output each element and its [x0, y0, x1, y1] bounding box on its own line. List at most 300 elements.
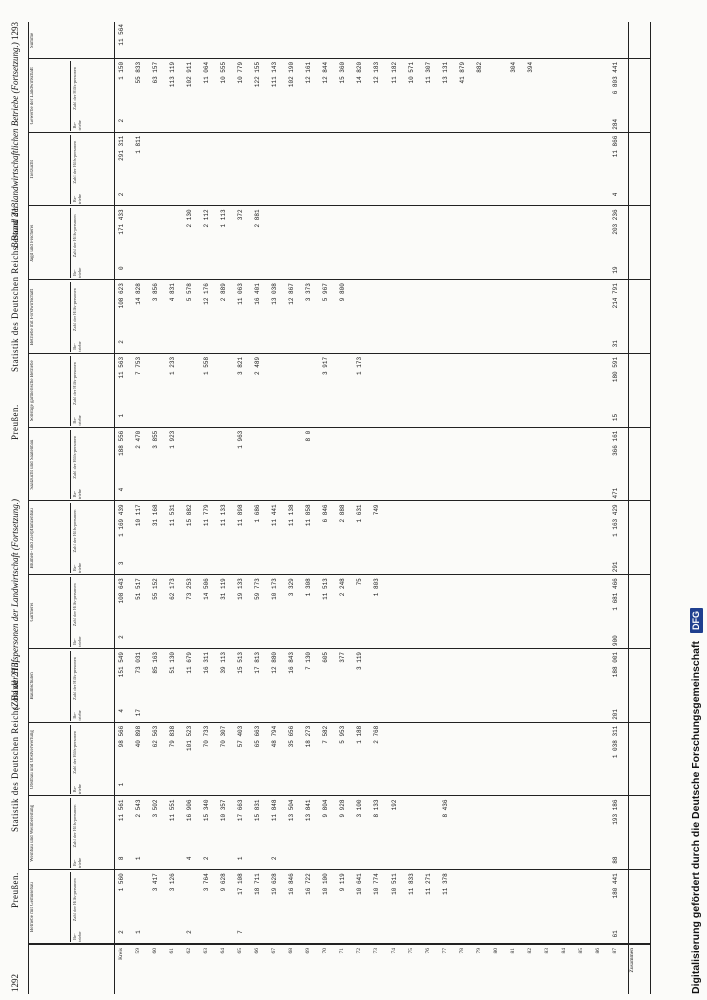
table-cell: 882 [475, 61, 483, 73]
table-cell: 1 681 466 [611, 578, 619, 611]
table-cell: 8 [118, 856, 125, 861]
subheader-betriebe: Be-triebe [72, 267, 82, 278]
row-label: 60 [152, 948, 159, 954]
row-label: 62 [186, 948, 193, 954]
row-label: 80 [492, 948, 499, 954]
subheader-rule [70, 799, 71, 869]
row-label: 59 [135, 948, 142, 954]
table-cell: 11 307 [424, 61, 432, 84]
table-cell: 0 [118, 266, 125, 271]
table-cell: 18 711 [254, 873, 262, 895]
right-page-subtitle: Bestand der landwirtschaftlichen Betriebe (Fortsetzung.) [10, 42, 20, 248]
digitization-label: Digitalisierung gefördert durch die Deutsche Forschungsgemeinschaft [690, 641, 702, 994]
table-cell: 10 641 [356, 873, 364, 895]
row-label: 69 [305, 948, 312, 954]
row-label: 68 [288, 948, 295, 954]
column-group-header: Weinbau und Weinbereitung [30, 804, 35, 862]
row-label: 81 [509, 948, 516, 954]
column-group-header: Sonstige gärtnerische Betriebe [30, 360, 35, 422]
table-cell: 2 [186, 930, 194, 934]
row-label: 67 [271, 948, 278, 954]
subheader-betriebe: Be-triebe [72, 341, 82, 352]
table-cell: 19 628 [271, 873, 279, 895]
table-cell: 65 663 [254, 725, 262, 748]
row-label: 82 [526, 948, 533, 954]
table-cell: 3 764 [203, 873, 211, 892]
table-cell: 88 [611, 856, 619, 864]
table-cell: 1 188 [356, 725, 364, 744]
table-cell: 3 100 [356, 799, 364, 818]
total-rule [628, 22, 629, 994]
subheader-betriebe: Be-triebe [72, 562, 82, 573]
table-cell: 62 563 [152, 725, 160, 748]
subheader-rule [70, 208, 71, 278]
table-top-rule [28, 22, 29, 994]
table-cell: 62 173 [169, 578, 177, 600]
table-cell: 3 417 [152, 873, 160, 892]
table-cell: 75 [356, 578, 364, 586]
table-cell: 1 [135, 856, 143, 861]
row-label: 84 [560, 948, 567, 954]
column-group-header: Saatzucht und Saatenbau [30, 439, 35, 490]
table-cell: 10 511 [390, 873, 398, 895]
subheader-rule [70, 577, 71, 647]
subheader-rule [70, 503, 71, 573]
row-label: 79 [475, 948, 482, 954]
row-label: Kreis [118, 948, 124, 960]
row-label: Zusammen [628, 948, 635, 973]
subheader-betriebe: Be-triebe [72, 931, 82, 942]
row-label: 76 [424, 948, 431, 954]
table-cell: 7 582 [322, 725, 330, 744]
table-cell: 11 378 [441, 873, 449, 895]
table-cell: 15 [611, 413, 619, 422]
table-cell: 85 163 [152, 651, 160, 674]
table-cell: 8 133 [373, 799, 381, 818]
table-cell: 214 791 [611, 283, 619, 309]
table-cell: 201 [611, 708, 619, 720]
table-cell: 1 631 [356, 504, 364, 523]
table-cell: 3 855 [152, 430, 160, 449]
table-cell: 79 838 [169, 725, 177, 748]
left-page-subtitle: (Zahl der Hilfspersonen der Landwirtschaft (Fortsetzung.) [10, 499, 20, 710]
table-cell: 1 963 [237, 430, 245, 449]
table-cell: 3 119 [356, 651, 364, 670]
row-label: 63 [203, 948, 210, 954]
row-label: 70 [322, 948, 329, 954]
subheader-hilfspersonen: Zahl der Hilfs-personen [72, 214, 77, 258]
table-cell: 2 489 [254, 356, 262, 375]
table-cell: 304 [509, 61, 517, 73]
table-cell: 171 433 [118, 209, 125, 235]
table-cell: 1 [237, 856, 245, 861]
table-cell: 9 800 [339, 283, 347, 302]
table-cell: 192 [390, 799, 398, 811]
table-cell: 1 686 [254, 504, 262, 523]
table-cell: 12 176 [203, 283, 211, 305]
table-cell: 13 504 [288, 799, 296, 822]
right-page-section: Preußen. [10, 404, 20, 440]
table-cell: 394 [526, 61, 534, 73]
table-cell: 108 623 [118, 283, 125, 309]
table-cell: 1 [118, 413, 125, 418]
table-cell: 122 155 [254, 61, 262, 88]
subheader-hilfspersonen: Zahl der Hilfs-personen [72, 435, 77, 479]
table-cell: 1 173 [356, 356, 364, 375]
table-cell: 7 [237, 930, 245, 934]
table-cell: 11 898 [237, 504, 245, 527]
table-cell: 111 143 [271, 61, 279, 88]
subheader-betriebe: Be-triebe [72, 636, 82, 647]
table-cell: 11 779 [203, 504, 211, 527]
digitization-banner [688, 6, 704, 994]
table-cell: 11 858 [305, 504, 313, 527]
column-group-header: Baumschulen [30, 672, 35, 700]
table-cell: 113 119 [169, 61, 177, 88]
table-cell: 6 846 [322, 504, 330, 523]
table-cell: 5 967 [322, 283, 330, 302]
table-cell: 2 768 [373, 725, 381, 744]
row-label: 71 [339, 948, 346, 954]
table-cell: 3 126 [169, 873, 177, 892]
table-cell: 4 [611, 192, 619, 197]
column-group-header: Betriebe mit Gemüsebau [30, 882, 35, 932]
table-cell: 16 311 [203, 651, 211, 674]
table-cell: 1 038 311 [611, 725, 619, 759]
table-cell: 11 271 [424, 873, 432, 895]
table-cell: 8 0 [305, 430, 313, 442]
table-cell: 7 753 [135, 356, 143, 375]
table-cell: 14 506 [203, 578, 211, 600]
table-cell: 15 882 [186, 504, 194, 527]
table-cell: 4 [118, 487, 125, 492]
table-cell: 48 794 [271, 725, 279, 748]
table-cell: 10 571 [407, 61, 415, 84]
right-page-number: 1293 [10, 22, 20, 40]
table-cell: 3 856 [152, 283, 160, 302]
subheader-betriebe: Be-triebe [72, 710, 82, 721]
subheader-hilfspersonen: Zahl der Hilfs-personen [72, 66, 77, 110]
table-cell: 151 549 [118, 651, 125, 678]
table-cell: 291 [611, 561, 619, 573]
table-cell: 11 866 [611, 135, 619, 158]
table-cell: 471 [611, 487, 619, 499]
table-cell: 14 820 [356, 61, 364, 84]
table-cell: 180 591 [611, 356, 619, 383]
table-cell: 2 [118, 635, 125, 639]
row-label: 78 [458, 948, 465, 954]
subheader-hilfspersonen: Zahl der Hilfs-personen [72, 656, 77, 700]
table-cell: 10 117 [135, 504, 143, 527]
table-cell: 16 843 [288, 651, 296, 674]
table-cell: 55 152 [152, 578, 160, 600]
table-cell: 51 517 [135, 578, 143, 600]
table-cell: 2 [118, 118, 125, 123]
subheader-rule [70, 430, 71, 500]
subheader-rule [70, 282, 71, 352]
table-cell: 180 441 [611, 873, 619, 899]
digitization-text [688, 6, 704, 994]
table-cell: 2 888 [339, 504, 347, 523]
table-cell: 40 898 [135, 725, 143, 748]
subheader-betriebe: Be-triebe [72, 415, 82, 426]
column-group-header: Obstbau und Obstverwertung [30, 730, 35, 790]
table-cell: 61 [611, 930, 619, 938]
row-label: 85 [577, 948, 584, 954]
table-cell: 9 119 [339, 873, 347, 892]
table-cell: 366 161 [611, 430, 619, 456]
table-cell: 16 401 [254, 283, 262, 305]
table-bottom-rule [650, 22, 651, 994]
table-cell: 4 831 [169, 283, 177, 302]
table-cell: 12 844 [322, 61, 330, 84]
table-cell: 16 722 [305, 873, 313, 895]
column-group-header: Betriebe mit Forstwirtschaft [30, 288, 35, 346]
table-cell: 55 833 [135, 61, 143, 84]
table-cell: 73 253 [186, 578, 194, 600]
table-cell: 19 133 [237, 578, 245, 600]
subheader-hilfspersonen: Zahl der Hilfs-personen [72, 140, 77, 184]
row-label: 75 [407, 948, 414, 954]
table-cell: 2 112 [203, 209, 211, 228]
row-label: 73 [373, 948, 380, 954]
table-cell: 108 643 [118, 578, 125, 604]
table-cell: 900 [611, 635, 619, 647]
right-page-volume: Statistik des Deutschen Reichs. Band 213. [10, 199, 20, 372]
subheader-betriebe: Be-triebe [72, 857, 82, 868]
table-cell: 31 [611, 340, 619, 348]
table-cell: 2 130 [186, 209, 194, 228]
table-cell: 11 182 [390, 61, 398, 84]
column-group-header: Gärtnerei [30, 602, 35, 622]
table-cell: 3 329 [288, 578, 296, 597]
row-label: 61 [169, 948, 176, 954]
table-cell: 10 555 [220, 61, 228, 84]
table-cell: 11 833 [407, 873, 415, 895]
row-label: 87 [611, 948, 618, 954]
table-cell: 70 733 [203, 725, 211, 748]
table-cell: 10 100 [322, 873, 330, 895]
table-cell: 73 031 [135, 651, 143, 674]
table-cell: 13 038 [271, 283, 279, 305]
subheader-rule [70, 135, 71, 205]
table-cell: 15 360 [339, 61, 347, 84]
table-header-rule [114, 22, 115, 994]
table-cell: 15 513 [237, 651, 245, 674]
table-cell: 2 [203, 856, 211, 861]
table-cell: 1 [118, 782, 125, 787]
table-cell: 1 233 [169, 356, 177, 375]
table-cell: 2 248 [339, 578, 347, 597]
table-cell: 1 811 [135, 135, 143, 154]
row-label: 64 [220, 948, 227, 954]
table-cell: 70 307 [220, 725, 228, 748]
table-cell: 6 803 441 [611, 61, 619, 95]
table-cell: 57 403 [237, 725, 245, 748]
table-cell: 193 186 [611, 799, 619, 825]
table-cell: 5 953 [339, 725, 347, 744]
table-cell: 11 133 [220, 504, 228, 527]
column-group-header: Tierzucht [30, 160, 35, 180]
table-cell: 749 [373, 504, 381, 516]
table-cell: 1 558 [203, 356, 211, 375]
subheader-betriebe: Be-triebe [72, 488, 82, 500]
table-cell: 377 [339, 651, 347, 663]
row-label: 83 [543, 948, 550, 954]
table-cell: 41 879 [458, 61, 466, 84]
table-cell: 7 130 [305, 651, 313, 670]
table-cell: 102 911 [186, 61, 194, 88]
table-cell: 11 138 [288, 504, 296, 527]
row-label: 77 [441, 948, 448, 954]
table-cell: 1 169 439 [118, 504, 125, 537]
table-cell: 372 [237, 209, 245, 221]
table-cell: 1 163 429 [611, 504, 619, 537]
table-cell: 17 108 [237, 873, 245, 895]
left-page-volume: Statistik des Deutschen Reichs. Band 213. [10, 659, 20, 832]
subheader-rule [70, 651, 71, 721]
table-cell: 2 470 [135, 430, 143, 449]
table-cell: 11 063 [237, 283, 245, 305]
row-label: 74 [390, 948, 397, 954]
row-label: 86 [594, 948, 601, 954]
table-cell: 12 867 [288, 283, 296, 305]
table-cell: 8 436 [441, 799, 449, 818]
table-cell: 11 848 [271, 799, 279, 822]
table-cell: 11 441 [271, 504, 279, 527]
subheader-hilfspersonen: Zahl der Hilfs-personen [72, 730, 77, 774]
subheader-hilfspersonen: Zahl der Hilfs-personen [72, 878, 77, 922]
table-cell: 3 917 [322, 356, 330, 375]
table-cell: 3 821 [237, 356, 245, 375]
table-cell: 1 113 [220, 209, 228, 228]
table-cell: 2 [118, 192, 125, 197]
subheader-rule [70, 725, 71, 795]
table-cell: 12 880 [271, 651, 279, 674]
table-cell: 9 628 [220, 873, 228, 892]
table-cell: 10 173 [271, 578, 279, 600]
table-cell: 2 881 [254, 209, 262, 228]
table-cell: 18 273 [305, 725, 313, 748]
table-cell: 11 551 [169, 799, 177, 822]
table-cell: 3 502 [152, 799, 160, 818]
table-cell: 605 [322, 651, 330, 663]
table-cell: 17 [135, 708, 143, 717]
table-cell: 31 168 [152, 504, 160, 527]
table-cell: 2 [118, 340, 125, 344]
subheader-hilfspersonen: Zahl der Hilfs-personen [72, 288, 77, 332]
subheader-rule [70, 872, 71, 942]
row-label: 72 [356, 948, 363, 954]
table-cell: 3 [118, 561, 125, 566]
table-cell: 39 113 [220, 651, 228, 674]
table-cell: 1 150 [118, 61, 125, 80]
table-cell: 5 578 [186, 283, 194, 302]
table-cell: 284 [611, 118, 619, 130]
table-cell: 203 236 [611, 209, 619, 235]
subheader-hilfspersonen: Zahl der Hilfs-personen [72, 361, 77, 405]
table-cell: 2 [118, 930, 125, 934]
table-cell: 35 656 [288, 725, 296, 748]
table-cell: 11 064 [203, 61, 211, 84]
table-cell: 51 130 [169, 651, 177, 674]
table-cell: 10 774 [373, 873, 381, 895]
table-cell: 12 183 [373, 61, 381, 84]
table-cell: 291 311 [118, 135, 125, 161]
table-cell: 14 828 [135, 283, 143, 305]
table-cell: 2 543 [135, 799, 143, 818]
column-group-header: Gewerbe der Landwirtschaft [30, 67, 35, 125]
table-cell: 12 161 [305, 61, 313, 84]
table-cell: 10 357 [220, 799, 228, 822]
table-cell: 59 773 [254, 578, 262, 600]
subheader-betriebe: Be-triebe [72, 783, 82, 795]
table-cell: 19 [611, 266, 619, 274]
table-cell: 9 804 [322, 799, 330, 818]
left-page-number: 1292 [10, 974, 20, 992]
table-cell: 1 [135, 930, 143, 934]
dfg-logo: DFG [690, 608, 703, 633]
table-cell: 1 308 [305, 578, 313, 597]
table-cell: 11 531 [169, 504, 177, 527]
table-cell: 101 523 [186, 725, 194, 751]
table-cell: 9 928 [339, 799, 347, 818]
table-cell: 2 889 [220, 283, 228, 302]
column-group-header: Summe [30, 32, 35, 49]
table-cell: 102 190 [288, 61, 296, 88]
table-cell: 15 340 [203, 799, 211, 822]
subheader-betriebe: Be-triebe [72, 120, 82, 131]
subheader-rule [70, 61, 71, 131]
table-cell: 13 841 [305, 799, 313, 822]
table-cell: 13 131 [441, 61, 449, 84]
table-cell: 1 803 [373, 578, 381, 597]
table-cell: 1 560 [118, 873, 125, 892]
row-label: 66 [254, 948, 261, 954]
subheader-betriebe: Be-triebe [72, 193, 82, 205]
table-cell: 16 906 [186, 799, 194, 822]
table-cell: 31 119 [220, 578, 228, 600]
table-cell: 16 846 [288, 873, 296, 895]
table-cell: 188 001 [611, 651, 619, 678]
subheader-hilfspersonen: Zahl der Hilfs-personen [72, 583, 77, 627]
subheader-rule [70, 356, 71, 426]
table-cell: 3 373 [305, 283, 313, 302]
subheader-hilfspersonen: Zahl der Hilfs-personen [72, 509, 77, 553]
table-cell: 4 [186, 856, 194, 861]
table-cell: 1 923 [169, 430, 177, 449]
table-cell: 63 157 [152, 61, 160, 84]
table-cell: 17 813 [254, 651, 262, 674]
column-group-header: Jagd und Fischerei [30, 224, 35, 263]
table-cell: 11 513 [322, 578, 330, 600]
table-cell: 17 663 [237, 799, 245, 822]
row-label-divider [28, 944, 650, 945]
table-cell: 98 566 [118, 725, 125, 748]
table-cell: 11 563 [118, 356, 125, 379]
row-label: 65 [237, 948, 244, 954]
column-group-header: Blumen- und Zierpflanzenbau [30, 508, 35, 569]
table-cell: 11 679 [186, 651, 194, 674]
table-cell: 2 [271, 856, 279, 861]
left-page-section: Preußen. [10, 872, 20, 908]
subheader-hilfspersonen: Zahl der Hilfs-personen [72, 804, 77, 848]
table-cell: 15 831 [254, 799, 262, 822]
table-cell: 11 561 [118, 799, 125, 822]
table-cell: 10 779 [237, 61, 245, 84]
table-cell: 188 556 [118, 430, 125, 456]
table-cell: 11 564 [118, 24, 125, 46]
